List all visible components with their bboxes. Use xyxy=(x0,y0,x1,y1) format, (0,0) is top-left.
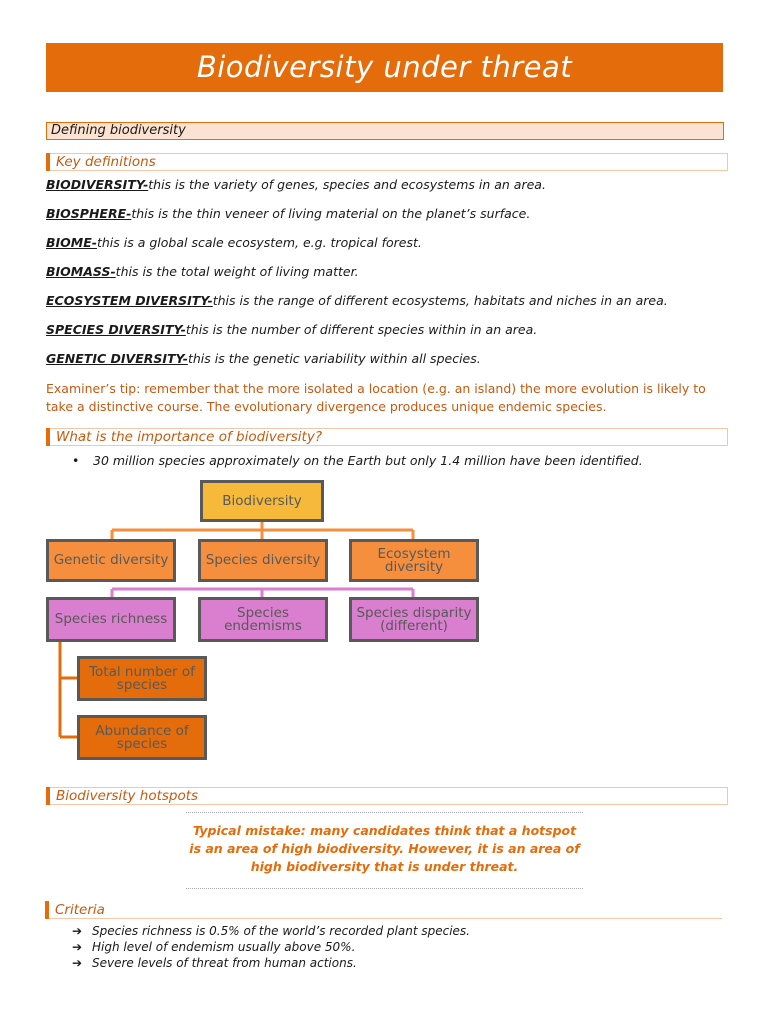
definition-text: this is the thin veneer of living material on the planet’s surface. xyxy=(131,206,531,221)
definition-text: this is the total weight of living matter. xyxy=(115,264,359,279)
diagram-node-species-richness xyxy=(46,597,176,642)
node-label: Genetic diversity xyxy=(53,552,169,569)
diagram-node-abundance xyxy=(77,715,207,760)
heading-text: What is the importance of biodiversity? xyxy=(56,429,322,445)
diagram-node-total-number xyxy=(77,656,207,701)
criteria-item xyxy=(72,940,355,955)
node-label: Species richness xyxy=(54,611,168,628)
criteria-item xyxy=(72,924,470,939)
heading-hotspots xyxy=(46,787,728,805)
criteria-item xyxy=(72,956,357,971)
definition-text: this is the genetic variability within all species. xyxy=(187,351,481,366)
importance-bullet: 30 million species approximately on the Earth but only 1.4 million have been identified. xyxy=(93,453,643,468)
definition-term: BIOME- xyxy=(46,235,97,250)
page-title: Biodiversity under threat xyxy=(196,50,573,84)
definition-text: this is the range of different ecosystems, habitats and niches in an area. xyxy=(212,293,668,308)
criteria-text: Species richness is 0.5% of the world’s recorded plant species. xyxy=(92,924,470,938)
definition-text: this is a global scale ecosystem, e.g. tropical forest. xyxy=(96,235,422,250)
definition-term: GENETIC DIVERSITY- xyxy=(46,351,188,366)
bullet-dot: • xyxy=(72,453,80,468)
node-label: Species diversity xyxy=(205,552,321,569)
node-label: Species endemisms xyxy=(224,605,302,634)
node-label: Total number of species xyxy=(89,664,195,693)
definition-term: BIODIVERSITY- xyxy=(46,177,149,192)
heading-text: Criteria xyxy=(55,902,105,918)
definition-term: SPECIES DIVERSITY- xyxy=(46,322,186,337)
arrow-right-icon: ➔ xyxy=(72,940,83,954)
diagram-node-genetic-diversity xyxy=(46,539,176,582)
arrow-right-icon: ➔ xyxy=(72,924,83,938)
examiner-tip: Examiner’s tip: remember that the more isolated a location (e.g. an island) the more evolution is likely to take a distinctive course. The evolutionary divergence produces unique endemic species. xyxy=(46,381,706,414)
definition-text: this is the variety of genes, species and ecosystems in an area. xyxy=(148,177,546,192)
node-label: Biodiversity xyxy=(222,492,302,509)
diagram-node-ecosystem-diversity xyxy=(349,539,479,582)
heading-text: Key definitions xyxy=(56,154,156,170)
heading-text: Biodiversity hotspots xyxy=(56,788,199,804)
definition-text: this is the number of different species within in an area. xyxy=(185,322,538,337)
node-label: Species disparity (different) xyxy=(356,605,472,634)
criteria-text: High level of endemism usually above 50%. xyxy=(92,940,356,954)
definition-term: ECOSYSTEM DIVERSITY- xyxy=(46,293,213,308)
section-title: Defining biodiversity xyxy=(51,123,186,138)
diagram-node-biodiversity xyxy=(200,480,324,522)
heading-criteria xyxy=(46,902,722,919)
definition-term: BIOMASS- xyxy=(46,264,116,279)
typical-mistake-callout xyxy=(186,812,583,889)
diagram-node-species-diversity xyxy=(198,539,328,582)
diagram-node-species-endemisms xyxy=(198,597,328,642)
node-label: Ecosystem diversity xyxy=(377,546,451,575)
diagram-node-species-disparity xyxy=(349,597,479,642)
arrow-right-icon: ➔ xyxy=(72,956,83,970)
criteria-text: Severe levels of threat from human actions. xyxy=(92,956,357,970)
heading-marker xyxy=(46,787,50,805)
heading-marker xyxy=(45,901,49,919)
callout-text: Typical mistake: many candidates think that a hotspot is an area of high biodiversity. However, it is an area of high biodiversity that is under threat. xyxy=(189,823,580,874)
node-label: Abundance of species xyxy=(95,723,189,752)
definition-term: BIOSPHERE- xyxy=(46,206,132,221)
